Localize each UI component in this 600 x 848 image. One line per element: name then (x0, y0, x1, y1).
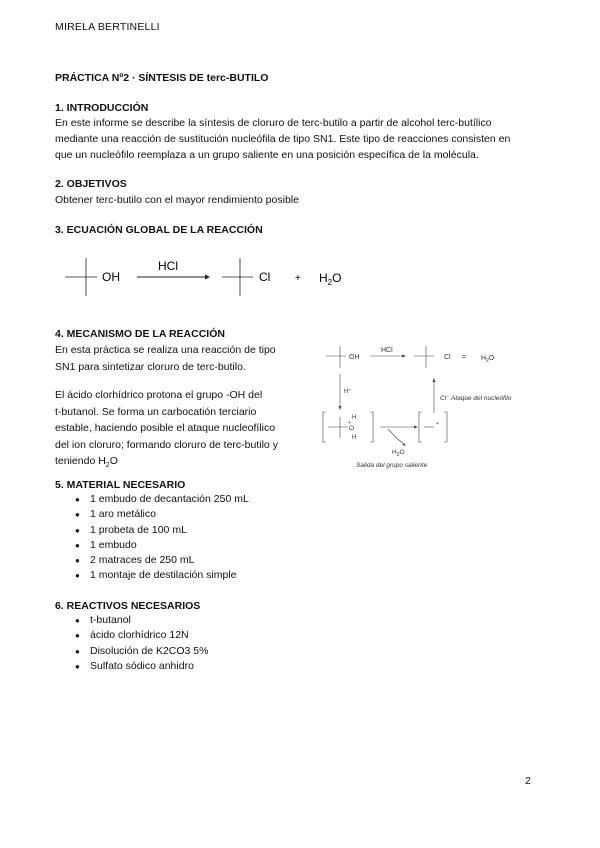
mech-oh-label: OH (349, 354, 360, 361)
reactant-oh-label: OH (102, 270, 120, 284)
section-4-heading: 4. MECANISMO DE LA REACCIÓN (55, 328, 225, 340)
section-2-text (55, 192, 299, 208)
reagent-hcl-label: HCl (158, 259, 178, 273)
section-5-heading: 5. MATERIAL NECESARIO (55, 479, 186, 491)
mech-hplus-label: H⁺ (344, 389, 352, 395)
list-item: ● t-butanol (75, 614, 131, 626)
list-item: ● 1 embudo (75, 538, 137, 551)
section-2-heading: 2. OBJETIVOS (55, 178, 127, 190)
reagents-list (75, 613, 208, 674)
section-3-heading: 3. ECUACIÓN GLOBAL DE LA REACCIÓN (55, 224, 263, 236)
paragraph-line: estable, haciendo posible el ataque nucleofílico (55, 422, 276, 435)
section-4-paragraph-2 (55, 387, 278, 475)
mech-water-label: $H_2O$ (481, 355, 495, 364)
mech-chloride-label: Cl⁻ (440, 395, 450, 402)
mech-water-out-label: $H_2O$ (392, 449, 405, 458)
paragraph-line: t-butanol. Se forma un carbocatión terciario (55, 405, 257, 418)
section-4-paragraph-1 (55, 342, 276, 376)
list-item: ● Disolución de K2CO3 5% (75, 644, 209, 657)
list-item: ● ácido clorhídrico 12N (75, 629, 189, 642)
paragraph-line: teniendo $H_2O$ (55, 455, 118, 470)
mech-cation-charge: + (436, 421, 439, 427)
paragraph-line: En esta práctica se realiza una reacción de tipo (55, 344, 276, 356)
mech-h-bottom: H (352, 435, 357, 441)
paragraph-line: del ion cloruro; formando cloruro de terc-butilo y (55, 438, 278, 451)
mech-cl-label: Cl (444, 354, 451, 361)
material-list (75, 492, 249, 584)
water-label: $H_2O$ (319, 271, 342, 287)
page-number: 2 (525, 775, 531, 787)
paragraph-line: En este informe se describe la síntesis de cloruro de terc-butilo a partir de alcohol terc-butílico (55, 117, 492, 129)
global-reaction-equation (55, 250, 375, 300)
section-6-heading: 6. REACTIVOS NECESARIOS (55, 600, 201, 612)
list-item: ● 1 probeta de 100 mL (75, 523, 187, 536)
plus-sign: + (295, 273, 301, 284)
section-1-paragraph (55, 115, 510, 163)
mech-leaving-caption: Salida del grupo saliente (356, 462, 428, 469)
mech-equals: = (462, 354, 467, 361)
document-title: PRÁCTICA Nº2 · SÍNTESIS DE terc-BUTILO (55, 72, 269, 84)
list-item: ● 1 montaje de destilación simple (75, 569, 237, 582)
paragraph-line: mediante una reacción de sustitución nucleófila de tipo SN1. Este tipo de reacciones consisten en (55, 133, 511, 145)
section-1-heading: 1. INTRODUCCIÓN (55, 102, 149, 114)
mech-hcl-label: HCl (381, 347, 393, 354)
paragraph-line: Obtener terc-butilo con el mayor rendimiento posible (55, 194, 299, 206)
list-item: ● 1 aro metálico (75, 508, 156, 521)
paragraph-line: SN1 para sintetizar cloruro de terc-butilo. (55, 361, 246, 373)
reaction-mechanism-diagram (318, 340, 518, 475)
paragraph-line: El ácido clorhídrico protona el grupo -OH del (55, 389, 263, 401)
list-item: ● Sulfato sódico anhidro (75, 659, 194, 672)
mech-o-charge: + (348, 420, 351, 426)
author-header: MIRELA BERTINELLI (55, 21, 160, 33)
paragraph-line: que un nucleófilo reemplaza a un grupo saliente en una posición específica de la molécula. (55, 149, 479, 161)
mech-attack-caption: Ataque del nucleófilo (451, 395, 512, 402)
mech-o-label: O (349, 425, 355, 432)
list-item: ● 2 matraces de 250 mL (75, 554, 195, 567)
mech-h-top: H (352, 415, 357, 421)
list-item: ● 1 embudo de decantación 250 mL (75, 493, 249, 505)
product-cl-label: Cl (259, 270, 271, 284)
